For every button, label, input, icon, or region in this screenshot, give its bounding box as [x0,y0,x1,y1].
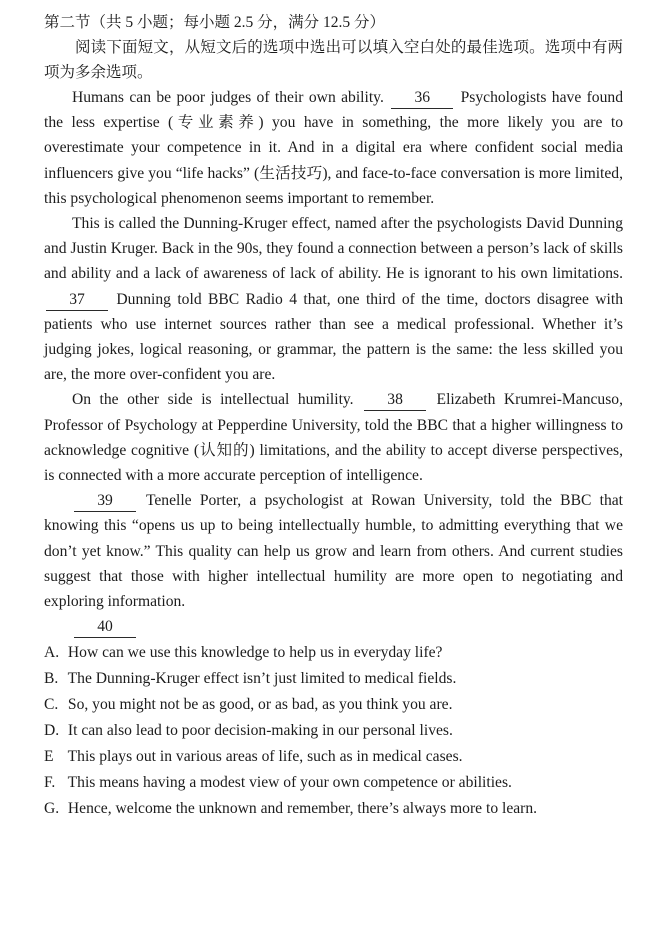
option-g [44,796,623,822]
option-letter: E [44,748,54,766]
passage-paragraph [44,85,623,211]
blank-37: 37 [46,291,108,311]
instructions-text: 阅读下面短文，从短文后的选项中选出可以填入空白处的最佳选项。选项中有两项为多余选项。 [44,39,623,81]
blank-39: 39 [74,492,136,512]
section-heading: 第二节（共 5 小题；每小题 2.5 分，满分 12.5 分） [44,14,386,31]
passage-paragraph [44,488,623,614]
passage-text: Humans can be poor judges of their own ability. [72,89,390,106]
blank-36: 36 [391,89,453,109]
option-text: This plays out in various areas of life, such as in medical cases. [64,748,463,766]
passage-text: Tenelle Porter, a psychologist at Rowan University, told the BBC that knowing this “opens us up to being intellectually humble, to admitting everything that we don’t yet know.” This quality can help us grow and learn from others. And current studies suggest that those with higher intellectual humility are more open to negotiating and exploring information. [44,492,623,611]
blank-38: 38 [364,391,426,411]
passage-text: Elizabeth Krumrei-Mancuso, Professor of Psychology at Pepperdine University, told the BBC that a higher willingness to acknowledge cognitive (认知的) limitations, and the ability to accept diverse perspectives, is connected with a more accurate perception of intelligence. [44,391,623,485]
option-letter: G. [44,800,60,818]
option-letter: B. [44,670,59,688]
option-e [44,744,623,770]
option-a [44,640,623,666]
option-text: So, you might not be as good, or as bad, as you think you are. [64,696,453,714]
passage-paragraph [44,387,623,488]
blank-40: 40 [74,618,136,638]
options-list [44,640,623,822]
passage-paragraph [44,614,623,639]
passage-text: On the other side is intellectual humility. [72,391,363,409]
option-letter: A. [44,644,60,662]
passage-text: Psychologists have found the less expertise (专业素养) you have in something, the more likely you are to overestimate your competence in it. And in a digital era where confident social media influencers give you “life hacks” (生活技巧), and face-to-face conversation is more limited, this psychological phenomenon seems important to remember. [44,89,623,207]
option-letter: C. [44,696,59,714]
passage-text: This is called the Dunning-Kruger effect, named after the psychologists David Dunning and Justin Kruger. Back in the 90s, they found a connection between a person’s lack of skills and ability and a lack of awareness of lack of ability. He is ignorant to his own limitations. [44,215,623,283]
option-letter: F. [44,774,56,792]
option-text: Hence, welcome the unknown and remember, there’s always more to learn. [64,800,538,818]
passage [44,85,623,639]
option-text: This means having a modest view of your own competence or abilities. [64,774,512,792]
option-letter: D. [44,722,60,740]
option-text: It can also lead to poor decision-making in our personal lives. [64,722,453,740]
option-b [44,666,623,692]
option-text: The Dunning-Kruger effect isn’t just limited to medical fields. [64,670,457,688]
option-c [44,692,623,718]
option-text: How can we use this knowledge to help us in everyday life? [64,644,443,662]
option-d [44,718,623,744]
passage-paragraph [44,211,623,387]
option-f [44,770,623,796]
passage-text: Dunning told BBC Radio 4 that, one third of the time, doctors disagree with patients who use internet sources rather than see a medical professional. Whether it’s judging jokes, logical reasoning, or grammar, the pattern is the same: the less skilled you are, the more over-confident you are. [44,290,623,384]
